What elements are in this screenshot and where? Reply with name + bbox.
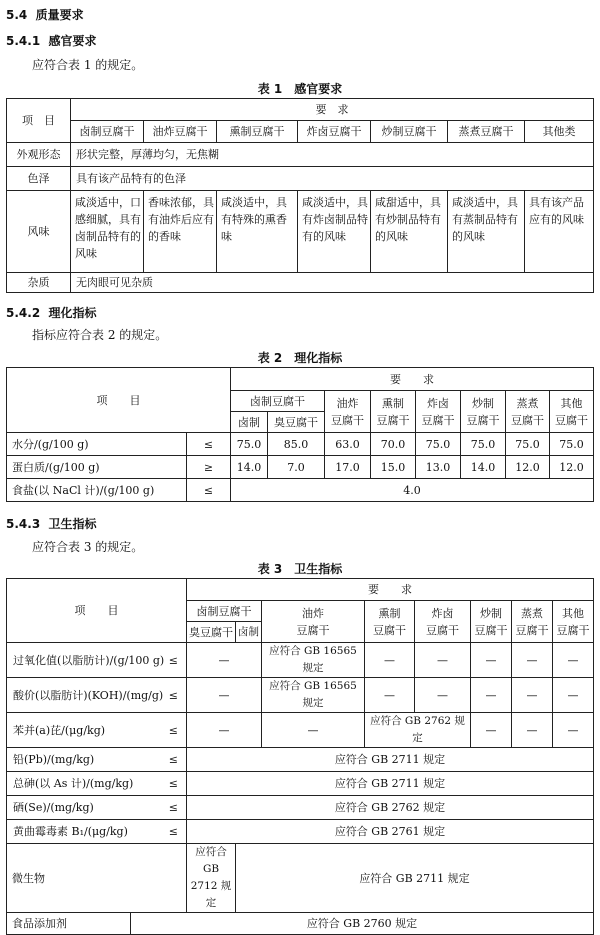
t2-row-label: 蛋白质/(g/100 g) xyxy=(7,456,187,479)
t3-standard: 应符合 GB 2711 规定 xyxy=(236,844,594,913)
t2-value: 12.0 xyxy=(506,456,550,479)
t3-requirement-header: 要 求 xyxy=(187,579,594,601)
t1-row-label: 杂质 xyxy=(7,273,71,293)
t1-col-header: 卤制豆腐干 xyxy=(71,121,144,143)
t2-col-header: 炒制 豆腐干 xyxy=(461,391,506,433)
t3-dash: — xyxy=(187,643,262,678)
t2-value: 75.0 xyxy=(416,433,461,456)
t2-operator: ≤ xyxy=(187,433,231,456)
section-5-4-1-heading xyxy=(6,32,97,49)
section-title: 理化指标 xyxy=(48,306,97,320)
t3-standard: 应符合 GB 16565 规定 xyxy=(262,643,365,678)
t1-flavor-cell: 咸甜适中，具有炒制品特有的风味 xyxy=(371,191,448,273)
section-title: 卫生指标 xyxy=(48,517,97,531)
t3-dash: — xyxy=(415,678,471,713)
t3-row-label: 食品添加剂 xyxy=(7,913,131,935)
t1-color-value: 具有该产品特有的色泽 xyxy=(71,167,594,191)
t3-standard: 应符合 GB 2711 规定 xyxy=(187,772,594,796)
t3-dash: — xyxy=(553,713,594,748)
t3-standard: 应符合 GB 2712 规定 xyxy=(187,844,236,913)
t2-row-label: 食盐(以 NaCl 计)/(g/100 g) xyxy=(7,479,187,502)
t1-flavor-cell: 香味浓郁，具有油炸后应有的香味 xyxy=(144,191,217,273)
t3-subcol-header: 臭豆腐干 xyxy=(187,622,236,643)
t3-row-label: 过氧化值(以脂肪计)/(g/100 g) ≤ xyxy=(7,643,187,678)
t2-value: 70.0 xyxy=(371,433,416,456)
section-number: 5.4 xyxy=(6,8,28,22)
t3-col-header: 熏制 豆腐干 xyxy=(365,601,415,643)
t2-value: 7.0 xyxy=(268,456,325,479)
section-5-4-1-text: 应符合表 1 的规定。 xyxy=(32,58,144,72)
table-3-caption: 表 3 卫生指标 xyxy=(257,562,343,576)
section-5-4-3-text: 应符合表 3 的规定。 xyxy=(32,540,144,554)
t2-subcol-header: 卤制 xyxy=(231,412,268,433)
t3-dash: — xyxy=(262,713,365,748)
t2-value: 75.0 xyxy=(231,433,268,456)
t3-dash: — xyxy=(471,678,512,713)
t2-value: 75.0 xyxy=(506,433,550,456)
t3-col-header: 炒制 豆腐干 xyxy=(471,601,512,643)
section-5-4-2-heading xyxy=(6,304,97,321)
t3-subcol-header: 卤制 xyxy=(236,622,262,643)
t2-group-header: 卤制豆腐干 xyxy=(231,391,325,412)
section-5-4-heading xyxy=(6,6,84,23)
t3-row-label: 酸价(以脂肪计)(KOH)/(mg/g) ≤ xyxy=(7,678,187,713)
t3-dash: — xyxy=(365,678,415,713)
t2-col-header: 其他 豆腐干 xyxy=(550,391,594,433)
t3-item-header: 项 目 xyxy=(7,579,187,643)
t2-value: 75.0 xyxy=(461,433,506,456)
t3-row-label: 铅(Pb)/(mg/kg) ≤ xyxy=(7,748,187,772)
t2-requirement-header: 要 求 xyxy=(231,368,594,391)
table-2-caption: 表 2 理化指标 xyxy=(257,351,343,365)
t1-col-header: 蒸煮豆腐干 xyxy=(448,121,525,143)
t1-col-header: 其他类 xyxy=(525,121,594,143)
t1-flavor-cell: 咸淡适中，口感细腻，具有卤制品特有的风味 xyxy=(71,191,144,273)
t2-col-header: 炸卤 豆腐干 xyxy=(416,391,461,433)
t1-flavor-cell: 咸淡适中，具有炸卤制品特有的风味 xyxy=(298,191,371,273)
t3-row-label: 微生物 xyxy=(7,844,187,913)
t3-row-label: 硒(Se)/(mg/kg) ≤ xyxy=(7,796,187,820)
t3-col-header: 其他 豆腐干 xyxy=(553,601,594,643)
t3-row-label: 总砷(以 As 计)/(mg/kg) ≤ xyxy=(7,772,187,796)
t3-dash: — xyxy=(365,643,415,678)
t3-standard: 应符合 GB 2762 规定 xyxy=(365,713,471,748)
section-5-4-3-heading xyxy=(6,515,97,532)
t3-dash: — xyxy=(471,713,512,748)
t3-dash: — xyxy=(512,713,553,748)
t2-value: 17.0 xyxy=(325,456,371,479)
t2-value: 63.0 xyxy=(325,433,371,456)
t3-col-header: 油炸 豆腐干 xyxy=(262,601,365,643)
t2-col-header: 蒸煮 豆腐干 xyxy=(506,391,550,433)
t2-value: 85.0 xyxy=(268,433,325,456)
section-title: 质量要求 xyxy=(35,8,84,22)
t3-standard: 应符合 GB 2761 规定 xyxy=(187,820,594,844)
t2-operator: ≥ xyxy=(187,456,231,479)
t2-item-header: 项 目 xyxy=(7,368,231,433)
t3-standard: 应符合 GB 16565 规定 xyxy=(262,678,365,713)
t1-col-header: 炸卤豆腐干 xyxy=(298,121,371,143)
t1-col-header: 油炸豆腐干 xyxy=(144,121,217,143)
section-5-4-2-text: 指标应符合表 2 的规定。 xyxy=(32,328,168,342)
t2-value: 15.0 xyxy=(371,456,416,479)
t1-item-header: 项 目 xyxy=(7,99,71,143)
t2-row-label: 水分/(g/100 g) xyxy=(7,433,187,456)
t1-row-label: 外观形态 xyxy=(7,143,71,167)
t3-col-header: 炸卤 豆腐干 xyxy=(415,601,471,643)
t3-dash: — xyxy=(187,678,262,713)
section-number: 5.4.3 xyxy=(6,517,41,531)
t3-standard: 应符合 GB 2762 规定 xyxy=(187,796,594,820)
t3-dash: — xyxy=(187,713,262,748)
t3-dash: — xyxy=(512,643,553,678)
t2-value: 14.0 xyxy=(231,456,268,479)
t2-value: 75.0 xyxy=(550,433,594,456)
section-number: 5.4.2 xyxy=(6,306,41,320)
t1-row-label: 风味 xyxy=(7,191,71,273)
t3-standard: 应符合 GB 2760 规定 xyxy=(131,913,594,935)
t1-flavor-cell: 具有该产品应有的风味 xyxy=(525,191,594,273)
t1-col-header: 熏制豆腐干 xyxy=(217,121,298,143)
t2-operator: ≤ xyxy=(187,479,231,502)
t2-col-header: 油炸 豆腐干 xyxy=(325,391,371,433)
t2-value: 13.0 xyxy=(416,456,461,479)
t2-col-header: 熏制 豆腐干 xyxy=(371,391,416,433)
t3-row-label: 黄曲霉毒素 B₁/(μg/kg) ≤ xyxy=(7,820,187,844)
t1-row-label: 色泽 xyxy=(7,167,71,191)
t1-col-header: 炒制豆腐干 xyxy=(371,121,448,143)
table-1-sensory xyxy=(6,98,594,293)
table-2-physicochemical xyxy=(6,367,594,502)
t2-value: 12.0 xyxy=(550,456,594,479)
t3-group-header: 卤制豆腐干 xyxy=(187,601,262,622)
t1-flavor-cell: 咸淡适中，具有特殊的熏香味 xyxy=(217,191,298,273)
table-3-hygiene xyxy=(6,578,594,935)
t3-dash: — xyxy=(512,678,553,713)
t3-dash: — xyxy=(415,643,471,678)
t2-subcol-header: 臭豆腐干 xyxy=(268,412,325,433)
table-1-caption: 表 1 感官要求 xyxy=(257,82,343,96)
t3-dash: — xyxy=(553,678,594,713)
t3-standard: 应符合 GB 2711 规定 xyxy=(187,748,594,772)
t1-requirement-header: 要 求 xyxy=(71,99,594,121)
t1-flavor-cell: 咸淡适中，具有蒸制品特有的风味 xyxy=(448,191,525,273)
t1-impurity-value: 无肉眼可见杂质 xyxy=(71,273,594,293)
t1-appearance-value: 形状完整，厚薄均匀，无焦糊 xyxy=(71,143,594,167)
section-title: 感官要求 xyxy=(48,34,97,48)
t3-dash: — xyxy=(471,643,512,678)
section-number: 5.4.1 xyxy=(6,34,41,48)
t3-dash: — xyxy=(553,643,594,678)
t2-value-merged: 4.0 xyxy=(231,479,594,502)
t2-value: 14.0 xyxy=(461,456,506,479)
t3-row-label: 苯并(a)芘/(μg/kg) ≤ xyxy=(7,713,187,748)
t3-col-header: 蒸煮 豆腐干 xyxy=(512,601,553,643)
